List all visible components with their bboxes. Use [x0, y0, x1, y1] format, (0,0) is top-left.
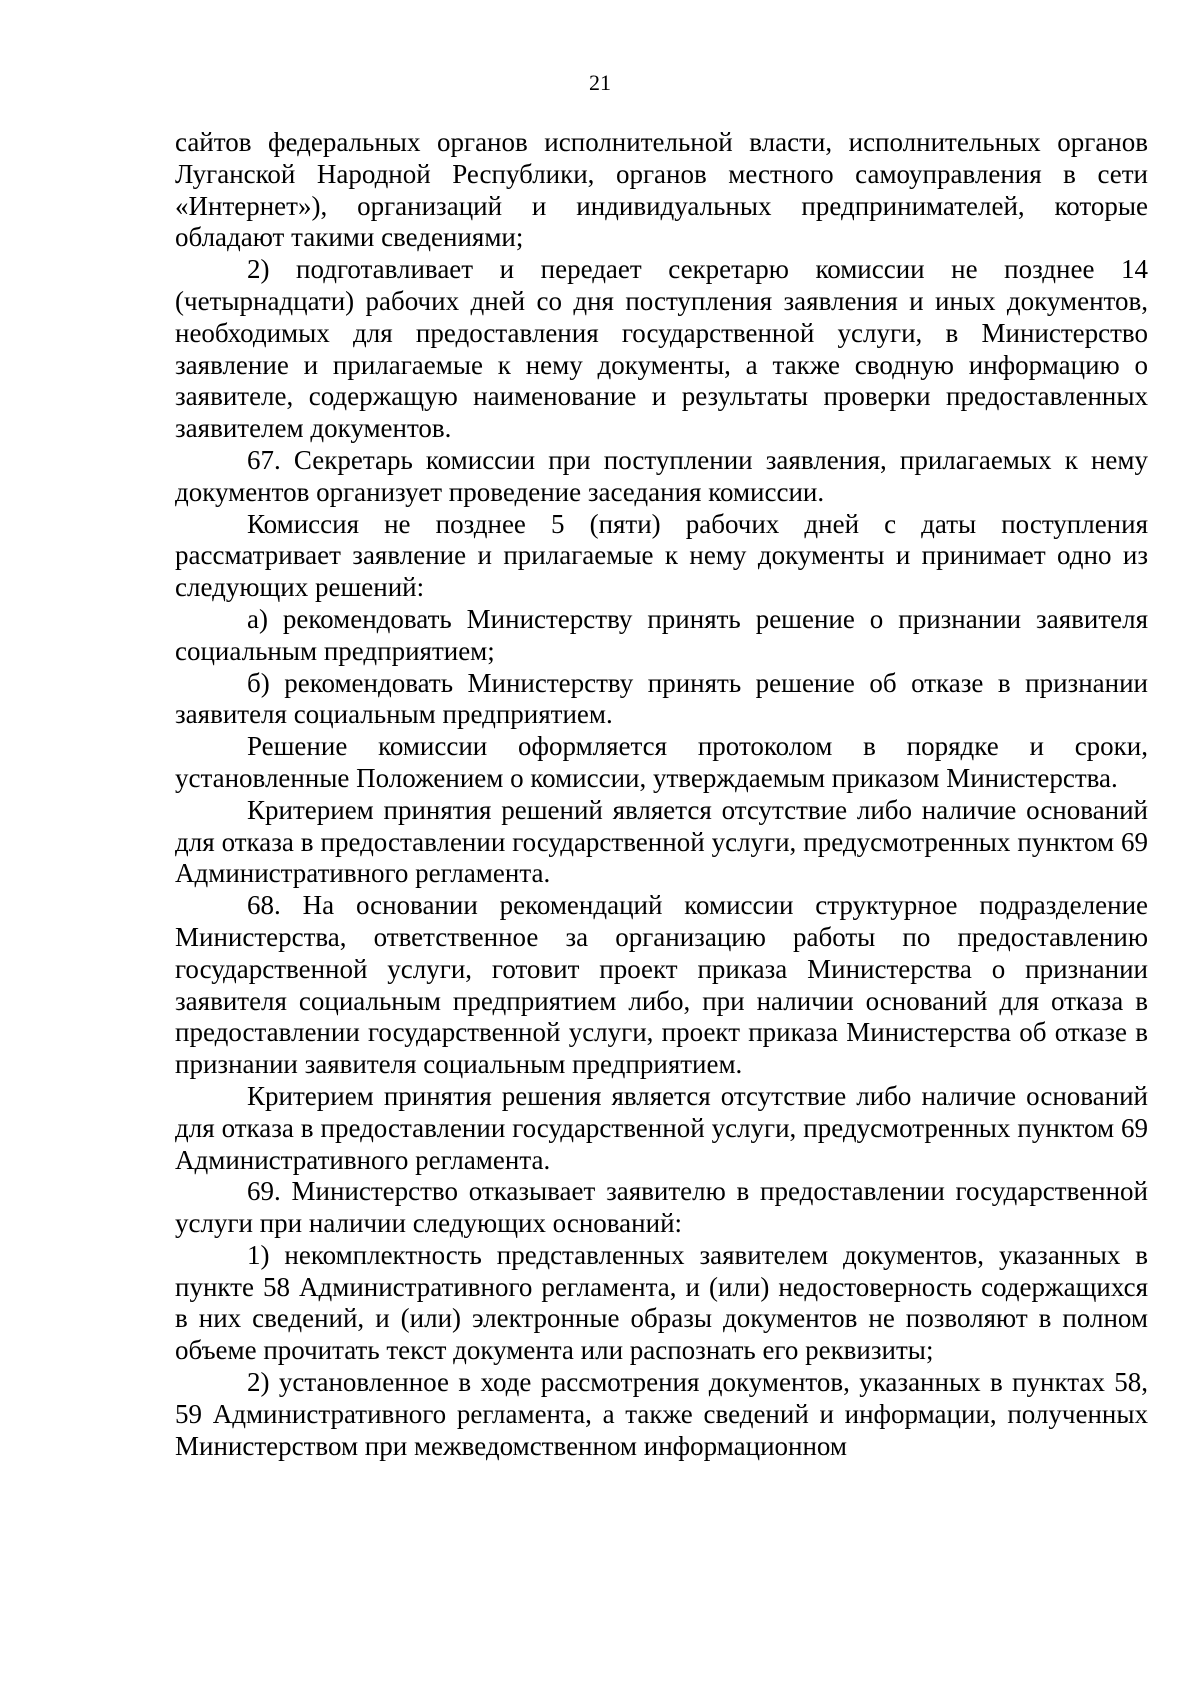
- page-number: 21: [589, 70, 611, 95]
- paragraph-decision: Решение комиссии оформляется протоколом в порядке и сроки, установленные Положением о комиссии, утверждаемым приказом Министерства.: [175, 731, 1148, 793]
- paragraph-item-2: 2) подготавливает и передает секретарю комиссии не позднее 14 (четырнадцати) рабочих дней со дня поступления заявления и иных документов, необходимых для предоставления государственной услуги, в Министерство заявление и прилагаемые к нему документы, а также сводную информацию о заявителе, содержащую наименование и результаты проверки предоставленных заявителем документов.: [175, 254, 1148, 444]
- paragraph-ground-1: 1) некомплектность представленных заявителем документов, указанных в пункте 58 Административного регламента, и (или) недостоверность содержащихся в них сведений, и (или) электронные образы документов не позволяют в полном объеме прочитать текст документа или распознать его реквизиты;: [175, 1239, 1148, 1366]
- paragraph-continuation: сайтов федеральных органов исполнительной власти, исполнительных органов Луганской Народной Республики, органов местного самоуправления в сети «Интернет»), организаций и индивидуальных предпринимателей, которые обладают такими сведениями;: [175, 127, 1148, 253]
- paragraph-item-a: а) рекомендовать Министерству принять решение о признании заявителя социальным предприятием;: [175, 603, 1148, 666]
- paragraph-ground-2: 2) установленное в ходе рассмотрения документов, указанных в пунктах 58, 59 Административного регламента, а также сведений и информации, полученных Министерством при межведомственном информационном: [175, 1367, 1148, 1461]
- paragraph-criterion-2: Критерием принятия решения является отсутствие либо наличие оснований для отказа в предоставлении государственной услуги, предусмотренных пунктом 69 Административного регламента.: [175, 1080, 1148, 1175]
- document-body: [175, 127, 1148, 1462]
- paragraph-commission: Комиссия не позднее 5 (пяти) рабочих дней с даты поступления рассматривает заявление и прилагаемые к нему документы и принимает одно из следующих решений:: [175, 508, 1148, 603]
- paragraph-clause-69: 69. Министерство отказывает заявителю в предоставлении государственной услуги при наличии следующих оснований:: [175, 1176, 1148, 1239]
- paragraph-criterion-1: Критерием принятия решений является отсутствие либо наличие оснований для отказа в предоставлении государственной услуги, предусмотренных пунктом 69 Административного регламента.: [175, 794, 1148, 889]
- paragraph-clause-67: 67. Секретарь комиссии при поступлении заявления, прилагаемых к нему документов организует проведение заседания комиссии.: [175, 444, 1148, 507]
- paragraph-item-b: б) рекомендовать Министерству принять решение об отказе в признании заявителя социальным предприятием.: [175, 667, 1148, 730]
- paragraph-clause-68: 68. На основании рекомендаций комиссии структурное подразделение Министерства, ответственное за организацию работы по предоставлению государственной услуги, готовит проект приказа Министерства о признании заявителя социальным предприятием либо, при наличии оснований для отказа в предоставлении государственной услуги, проект приказа Министерства об отказе в признании заявителя социальным предприятием.: [175, 890, 1148, 1080]
